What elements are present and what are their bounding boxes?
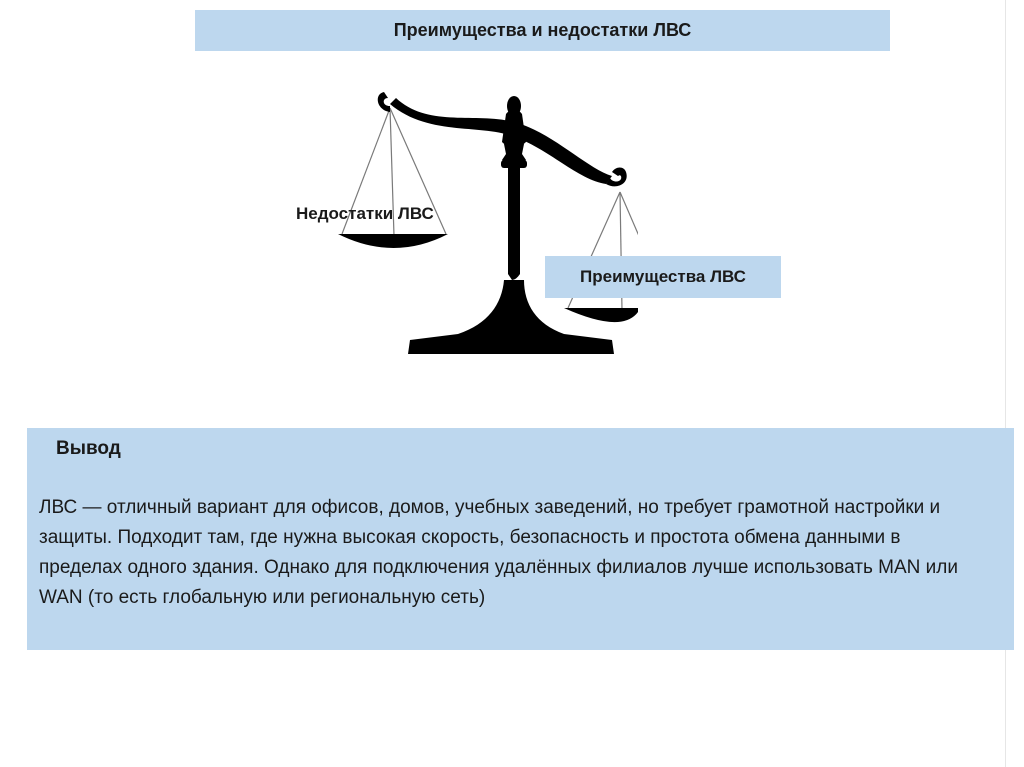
conclusion-heading: Вывод	[56, 438, 121, 459]
disadvantages-label: Недостатки ЛВС	[296, 204, 434, 223]
advantages-label: Преимущества ЛВС	[580, 267, 746, 286]
conclusion-box	[27, 428, 1014, 650]
slide-title-box	[195, 10, 890, 51]
conclusion-text: ЛВС — отличный вариант для офисов, домов, учебных заведений, но требует грамотной настройки и защиты. Подходит там, где нужна высокая скорость, безопасность и простота обмена данными в пределах одного здания. Однако для подключения удалённых филиалов лучше использовать MAN или WAN (то есть глобальную или региональную сеть)	[39, 497, 958, 608]
slide-title: Преимущества и недостатки ЛВС	[393, 20, 692, 40]
slide-edge-divider	[1005, 0, 1006, 767]
advantages-label-box	[545, 256, 781, 298]
